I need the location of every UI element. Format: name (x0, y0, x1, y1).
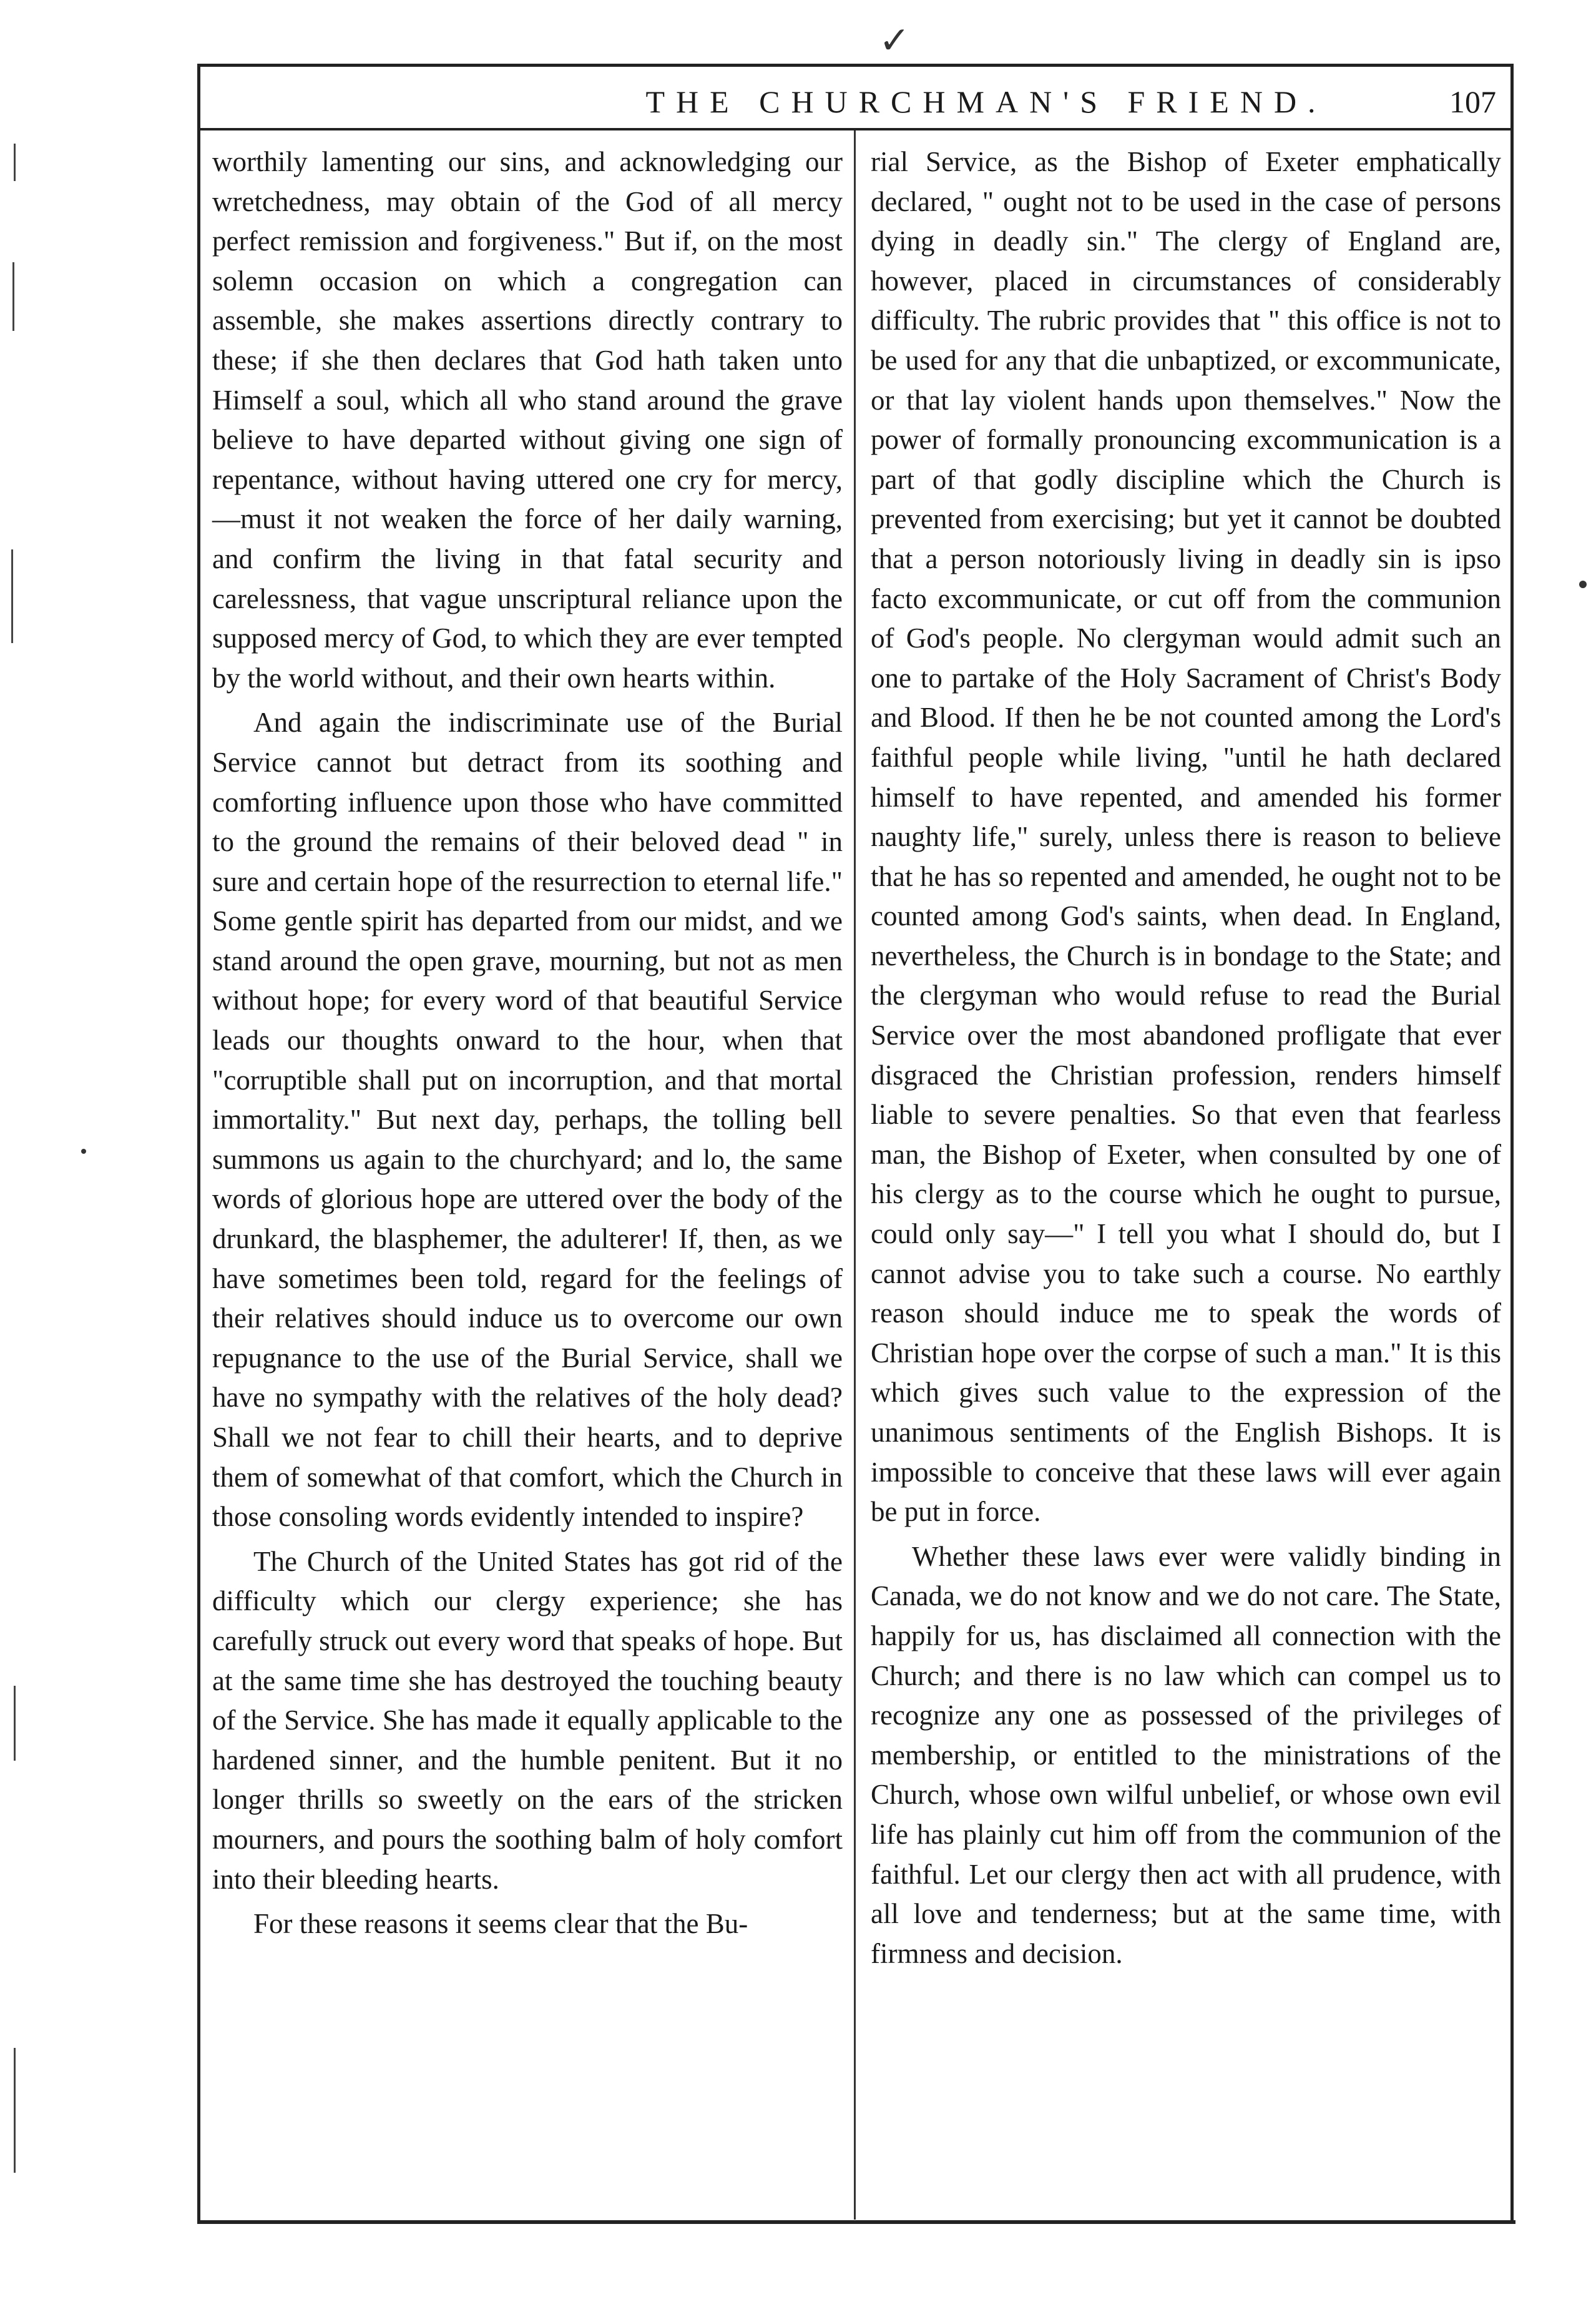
margin-scan-mark (14, 1686, 16, 1761)
running-title: THE CHURCHMAN'S FRIEND. (645, 84, 1327, 119)
pencil-mark: ✓ (879, 20, 911, 61)
paragraph: worthily lamenting our sins, and acknowledging our wretchedness, may obtain of the God of all mercy perfect remission and forgiveness." But if, on the most solemn occasion on which a congregation can assemble, she makes assertions directly contrary to these; if she then declares that God hath taken unto Himself a soul, which all who stand around the grave believe to have departed without giving one sign of repentance, without having uttered one cry for mercy,—must it not weaken the force of her daily warning, and confirm the living in that fatal security and carelessness, that vague unscriptural reliance upon the supposed mercy of God, to which they are ever tempted by the world without, and their own hearts within. (212, 146, 843, 694)
top-rule (198, 64, 1512, 67)
left-frame-rule (197, 64, 200, 2224)
margin-scan-dot (1579, 581, 1587, 588)
paragraph: And again the indiscriminate use of the Burial Service cannot but detract from its soothing and comforting influence upon those who have committed to the ground the remains of their beloved dead " in sure and certain hope of the resurrection to eternal life." Some gentle spirit has departed from our midst, and we stand around the open grave, mourning, but not as men without hope; for every word of that beautiful Service leads our thoughts onward to the hour, when that "corruptible shall put on incorruption, and that mortal immortality." But next day, perhaps, the tolling bell summons us again to the churchyard; and lo, the same words of glorious hope are uttered over the body of the drunkard, the blasphemer, the adulterer! If, then, as we have sometimes been told, regard for the feelings of their relatives should induce us to overcome our own repugnance to the use of the Burial Service, shall we have no sympathy with the relatives of the holy dead? Shall we not fear to chill their hearts, and to deprive them of somewhat of that comfort, which the Church in those consoling words evidently intended to inspire? (212, 707, 843, 1533)
margin-scan-mark (14, 144, 16, 181)
paragraph: The Church of the United States has got rid of the difficulty which our clergy experience; she has carefully struck out every word that speaks of hope. But at the same time she has destroyed the touching beauty of the Service. She has made it equally applicable to the hardened sinner, and the humble penitent. But it no longer thrills so sweetly on the ears of the stricken mourners, and pours the soothing balm of holy comfort into their bleeding hearts. (212, 1545, 843, 1895)
right-frame-rule (1510, 64, 1514, 2224)
margin-scan-mark (11, 549, 13, 643)
page-number: 107 (1449, 84, 1496, 119)
running-head (206, 80, 1507, 124)
right-column (871, 142, 1501, 1974)
paragraph: rial Service, as the Bishop of Exeter emphatically declared, " ought not to be used in the case of persons dying in deadly sin." The clergy of England are, however, placed in circumstances of considerably difficulty. The rubric provides that " this office is not to be used for any that die unbaptized, or excommunicate, or that lay violent hands upon themselves." Now the power of formally pronouncing excommunication is a part of that godly discipline which the Church is prevented from exercising; but yet it cannot be doubted that a person notoriously living in deadly sin is ipso facto excommunicate, or cut off from the communion of God's people. No clergyman would admit such an one to partake of the Holy Sacrament of Christ's Body and Blood. If then he be not counted among the Lord's faithful people while living, "until he hath declared himself to have repented, and amended his former naughty life," surely, unless there is reason to believe that he has so repented and amended, he ought not to be counted among God's saints, when dead. In England, nevertheless, the Church is in bondage to the State; and the clergyman who would refuse to read the Burial Service over the most abandoned profligate that ever disgraced the Christian profession, renders himself liable to severe penalties. So that even that fearless man, the Bishop of Exeter, when consulted by one of his clergy as to the course which he ought to pursue, could only say—" I tell you what I should do, but I cannot advise you to take such a course. No earthly reason should induce me to speak the words of Christian hope over the corpse of such a man." It is this which gives such value to the expression of the unanimous sentiments of the English Bishops. It is impossible to conceive that these laws will ever again be put in force. (871, 146, 1501, 1528)
margin-scan-mark (14, 2048, 16, 2173)
margin-scan-dot (81, 1149, 86, 1154)
margin-scan-mark (12, 262, 14, 331)
left-column (212, 142, 843, 1944)
paragraph: Whether these laws ever were validly binding in Canada, we do not know and we do not care. The State, happily for us, has disclaimed all connection with the Church; and there is no law which can compel us to recognize any one as possessed of the privileges of membership, or entitled to the ministrations of the Church, whose own wilful unbelief, or whose own evil life has plainly cut him off from the communion of the faithful. Let our clergy then act with all prudence, with all love and tenderness; but at the same time, with firmness and decision. (871, 1540, 1501, 1969)
column-divider (854, 130, 856, 2220)
bottom-rule (198, 2220, 1515, 2224)
paragraph: For these reasons it seems clear that the Bu- (253, 1908, 748, 1940)
